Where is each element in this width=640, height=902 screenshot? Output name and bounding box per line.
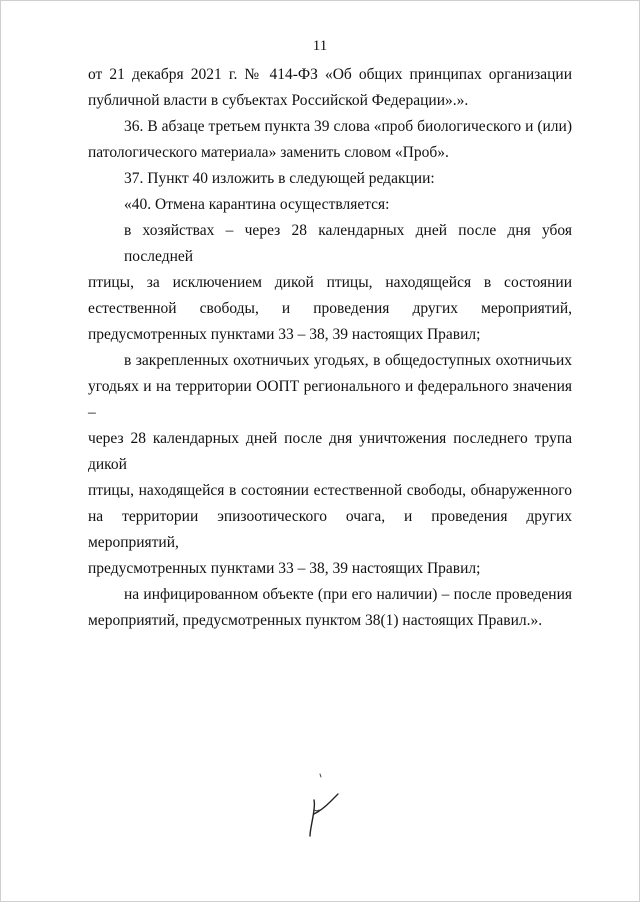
text-line: на инфицированном объекте (при его наличии) – после проведения xyxy=(124,586,572,603)
text-line: патологического материала» заменить словом «Проб». xyxy=(88,144,449,161)
text-line: от 21 декабря 2021 г. № 414-ФЗ «Об общих принципах организации xyxy=(88,66,572,83)
text-line: мероприятий, предусмотренных пунктом 38(1) настоящих Правил.». xyxy=(88,612,543,629)
text-line: через 28 календарных дней после дня уничтожения последнего трупа дикой xyxy=(88,430,572,473)
text-line: на территории эпизоотического очага, и проведения других мероприятий, xyxy=(88,508,572,551)
signature-icon xyxy=(300,770,348,845)
text-line: птицы, находящейся в состоянии естественной свободы, обнаруженного xyxy=(88,482,572,499)
text-line: угодьях и на территории ООПТ регионального и федерального значения – xyxy=(88,378,572,421)
paragraph-hunting-grounds xyxy=(88,348,572,582)
text-line: предусмотренных пунктами 33 – 38, 39 настоящих Правил; xyxy=(88,560,481,577)
text-line: предусмотренных пунктами 33 – 38, 39 настоящих Правил; xyxy=(88,326,481,343)
paragraph-37 xyxy=(88,166,572,192)
text-line: в хозяйствах – через 28 календарных дней после дня убоя последней xyxy=(124,222,572,265)
text-line: птицы, за исключением дикой птицы, находящейся в состоянии xyxy=(88,274,572,291)
text-line: «40. Отмена карантина осуществляется: xyxy=(124,196,390,213)
text-line: публичной власти в субъектах Российской Федерации».». xyxy=(88,92,469,109)
paragraph-40-heading xyxy=(88,192,572,218)
text-line: 37. Пункт 40 изложить в следующей редакции: xyxy=(124,170,435,187)
paragraph-36 xyxy=(88,114,572,166)
paragraph-continuation xyxy=(88,62,572,114)
text-line: 36. В абзаце третьем пункта 39 слова «проб биологического и (или) xyxy=(124,118,572,135)
text-line: в закрепленных охотничьих угодьях, в общедоступных охотничьих xyxy=(124,352,572,369)
paragraph-farms xyxy=(88,218,572,348)
page-number: 11 xyxy=(312,38,328,54)
paragraph-infected-object xyxy=(88,582,572,634)
text-line: естественной свободы, и проведения других мероприятий, xyxy=(88,300,572,317)
document-body xyxy=(88,62,572,634)
